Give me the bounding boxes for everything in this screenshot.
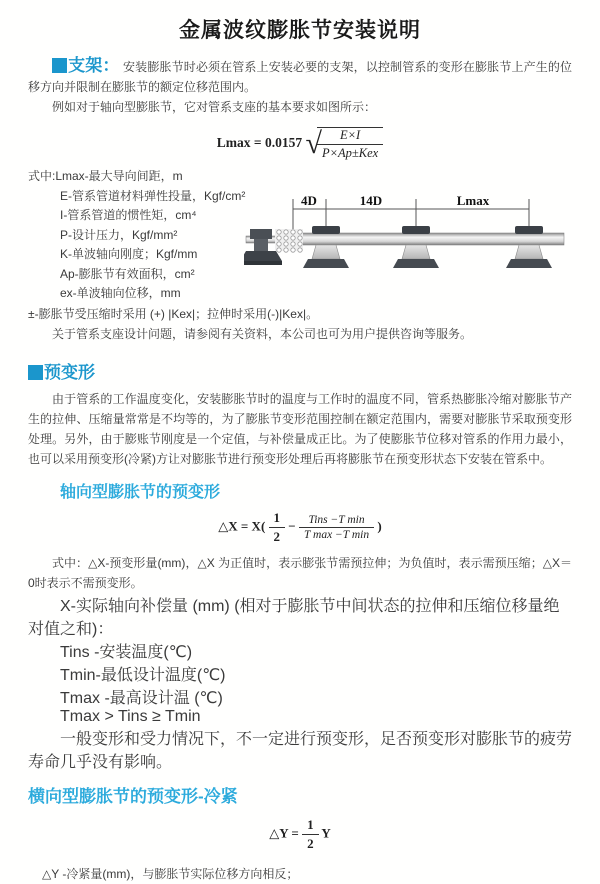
predeform-section-heading xyxy=(28,358,572,383)
variable-line: K-单波轴向刚度；Kgf/mm xyxy=(60,247,198,261)
axial-line: Tmax > Tins ≥ Tmin xyxy=(60,707,201,725)
half-numerator: 1 xyxy=(302,817,319,835)
lateral-formula xyxy=(269,817,330,852)
axial-line: 一般变形和受力情况下，不一定进行预变形，足否预变形对膨胀节的疲劳寿命几乎没有影响。 xyxy=(28,730,573,771)
dim-label-lmax: Lmax xyxy=(456,193,490,208)
bellows-icon xyxy=(275,229,303,252)
one-half-fraction xyxy=(269,510,286,545)
predeform-paragraph: 由于管系的工作温度变化，安装膨胀节时的温度与工作时的温度不同，管系热膨胀冷缩对膨胀节产生的拉伸、压缩量常常是不均等的，为了膨胀节变形范围控制在额定范围内，需要对膨胀节采取预变形处理。另外，由于膨账节刚度是一个定值，与补偿量成正比。为了使膨胀节位移对管系的作用力最小，也可以采用预变形(冷紧)方让对膨胀节进行预变形处理后再将膨胀节在预变形状态下安装在管系中。 xyxy=(28,391,572,466)
pipe-support-diagram xyxy=(244,193,590,293)
temp-denominator: T max −T min xyxy=(303,528,370,541)
axial-line: Tins -安装温度(℃) xyxy=(60,643,193,661)
dim-label-14d: 14D xyxy=(359,193,383,208)
support-intro-text: 安装膨胀节时必须在管系上安装必要的支架，以控制管系的变形在膨胀节上产生的位移方向并限制在膨胀节的额定位移范围内。 xyxy=(28,60,573,94)
section-marker-icon xyxy=(52,58,67,73)
page-title: 金属波纹膨胀节安装说明 xyxy=(179,19,421,42)
variable-line: E-管系管道材料弹性投量，Kgf/cm² xyxy=(60,188,246,203)
one-half-fraction xyxy=(302,817,319,852)
half-denominator: 2 xyxy=(273,528,281,544)
lmax-formula-numerator: E×I xyxy=(317,128,383,145)
lateral-subheading: 横向型膨胀节的预变形-冷紧 xyxy=(28,786,238,806)
variable-line: Ap-膨胀节有效面积，cm² xyxy=(60,266,195,281)
lateral-formula-lhs: △Y = xyxy=(269,824,299,840)
guide-support xyxy=(303,226,349,268)
pipe-support-diagram-svg xyxy=(244,193,590,293)
half-denominator: 2 xyxy=(307,835,314,851)
axial-subheading: 轴向型膨胀节的预变形 xyxy=(60,483,221,501)
pipe xyxy=(302,233,564,245)
radical-sign: √ xyxy=(305,127,322,160)
dim-label-4d: 4D xyxy=(301,193,317,208)
lateral-note: △Y -冷紧量(mm)，与膨胀节实际位移方向相反； xyxy=(42,866,299,881)
axial-line: Tmax -最高设计温 (℃) xyxy=(60,689,223,707)
variable-line: P-设计压力，Kgf/mm² xyxy=(60,227,178,242)
lmax-formula-denominator: P×Ap±Kex xyxy=(321,146,379,160)
axial-explain: 式中：△X-预变形量(mm)，△X 为正值时，表示膨张节需预拉伸；为负值时，表示需预压缩；△X＝0时表示不需预变形。 xyxy=(28,555,572,590)
axial-formula-lhs: △X = X( xyxy=(218,517,266,533)
close-paren: ) xyxy=(377,517,382,533)
variables-and-diagram xyxy=(28,167,572,304)
minus-sign: − xyxy=(288,517,296,533)
guide-support xyxy=(393,226,439,268)
variable-line: I-管系管道的惯性矩，cm⁴ xyxy=(60,208,197,222)
axial-line: Tmin-最低设计温度(℃) xyxy=(60,666,226,684)
lmax-formula xyxy=(217,127,383,161)
support-example-line: 例如对于轴向型膨胀节，它对管系支座的基本要求如图所示： xyxy=(52,100,377,114)
section-marker-icon xyxy=(28,365,43,380)
variable-line: ex-单波轴向位移，mm xyxy=(60,286,181,300)
axial-line: X-实际轴向补偿量 (mm) (相对于膨胀节中间状态的拉伸和压缩位移量绝对值之和)： xyxy=(28,597,560,638)
half-numerator: 1 xyxy=(269,510,286,528)
temperature-fraction xyxy=(299,514,374,541)
support-section-heading: 支架： xyxy=(68,56,120,75)
consult-note: 关于管系支座设计问题，请参阅有关资料，本公司也可为用户提供咨询等服务。 xyxy=(52,326,473,341)
predeform-heading-text: 预变形 xyxy=(44,362,95,382)
lmax-formula-lhs: Lmax = 0.0157 xyxy=(216,135,303,151)
plus-minus-note: ±-膨胀节受压缩时采用 (+) |Kex|；拉伸时采用(-)|Kex|。 xyxy=(28,306,319,321)
variable-line: 式中:Lmax-最大导向间距，m xyxy=(28,169,183,183)
support-intro-paragraph xyxy=(28,56,572,97)
lmax-formula-fraction xyxy=(317,127,383,161)
guide-support xyxy=(506,226,552,268)
temp-numerator: Tins −T min xyxy=(299,514,374,528)
lateral-formula-rhs: Y xyxy=(321,824,331,840)
axial-formula xyxy=(218,510,381,545)
